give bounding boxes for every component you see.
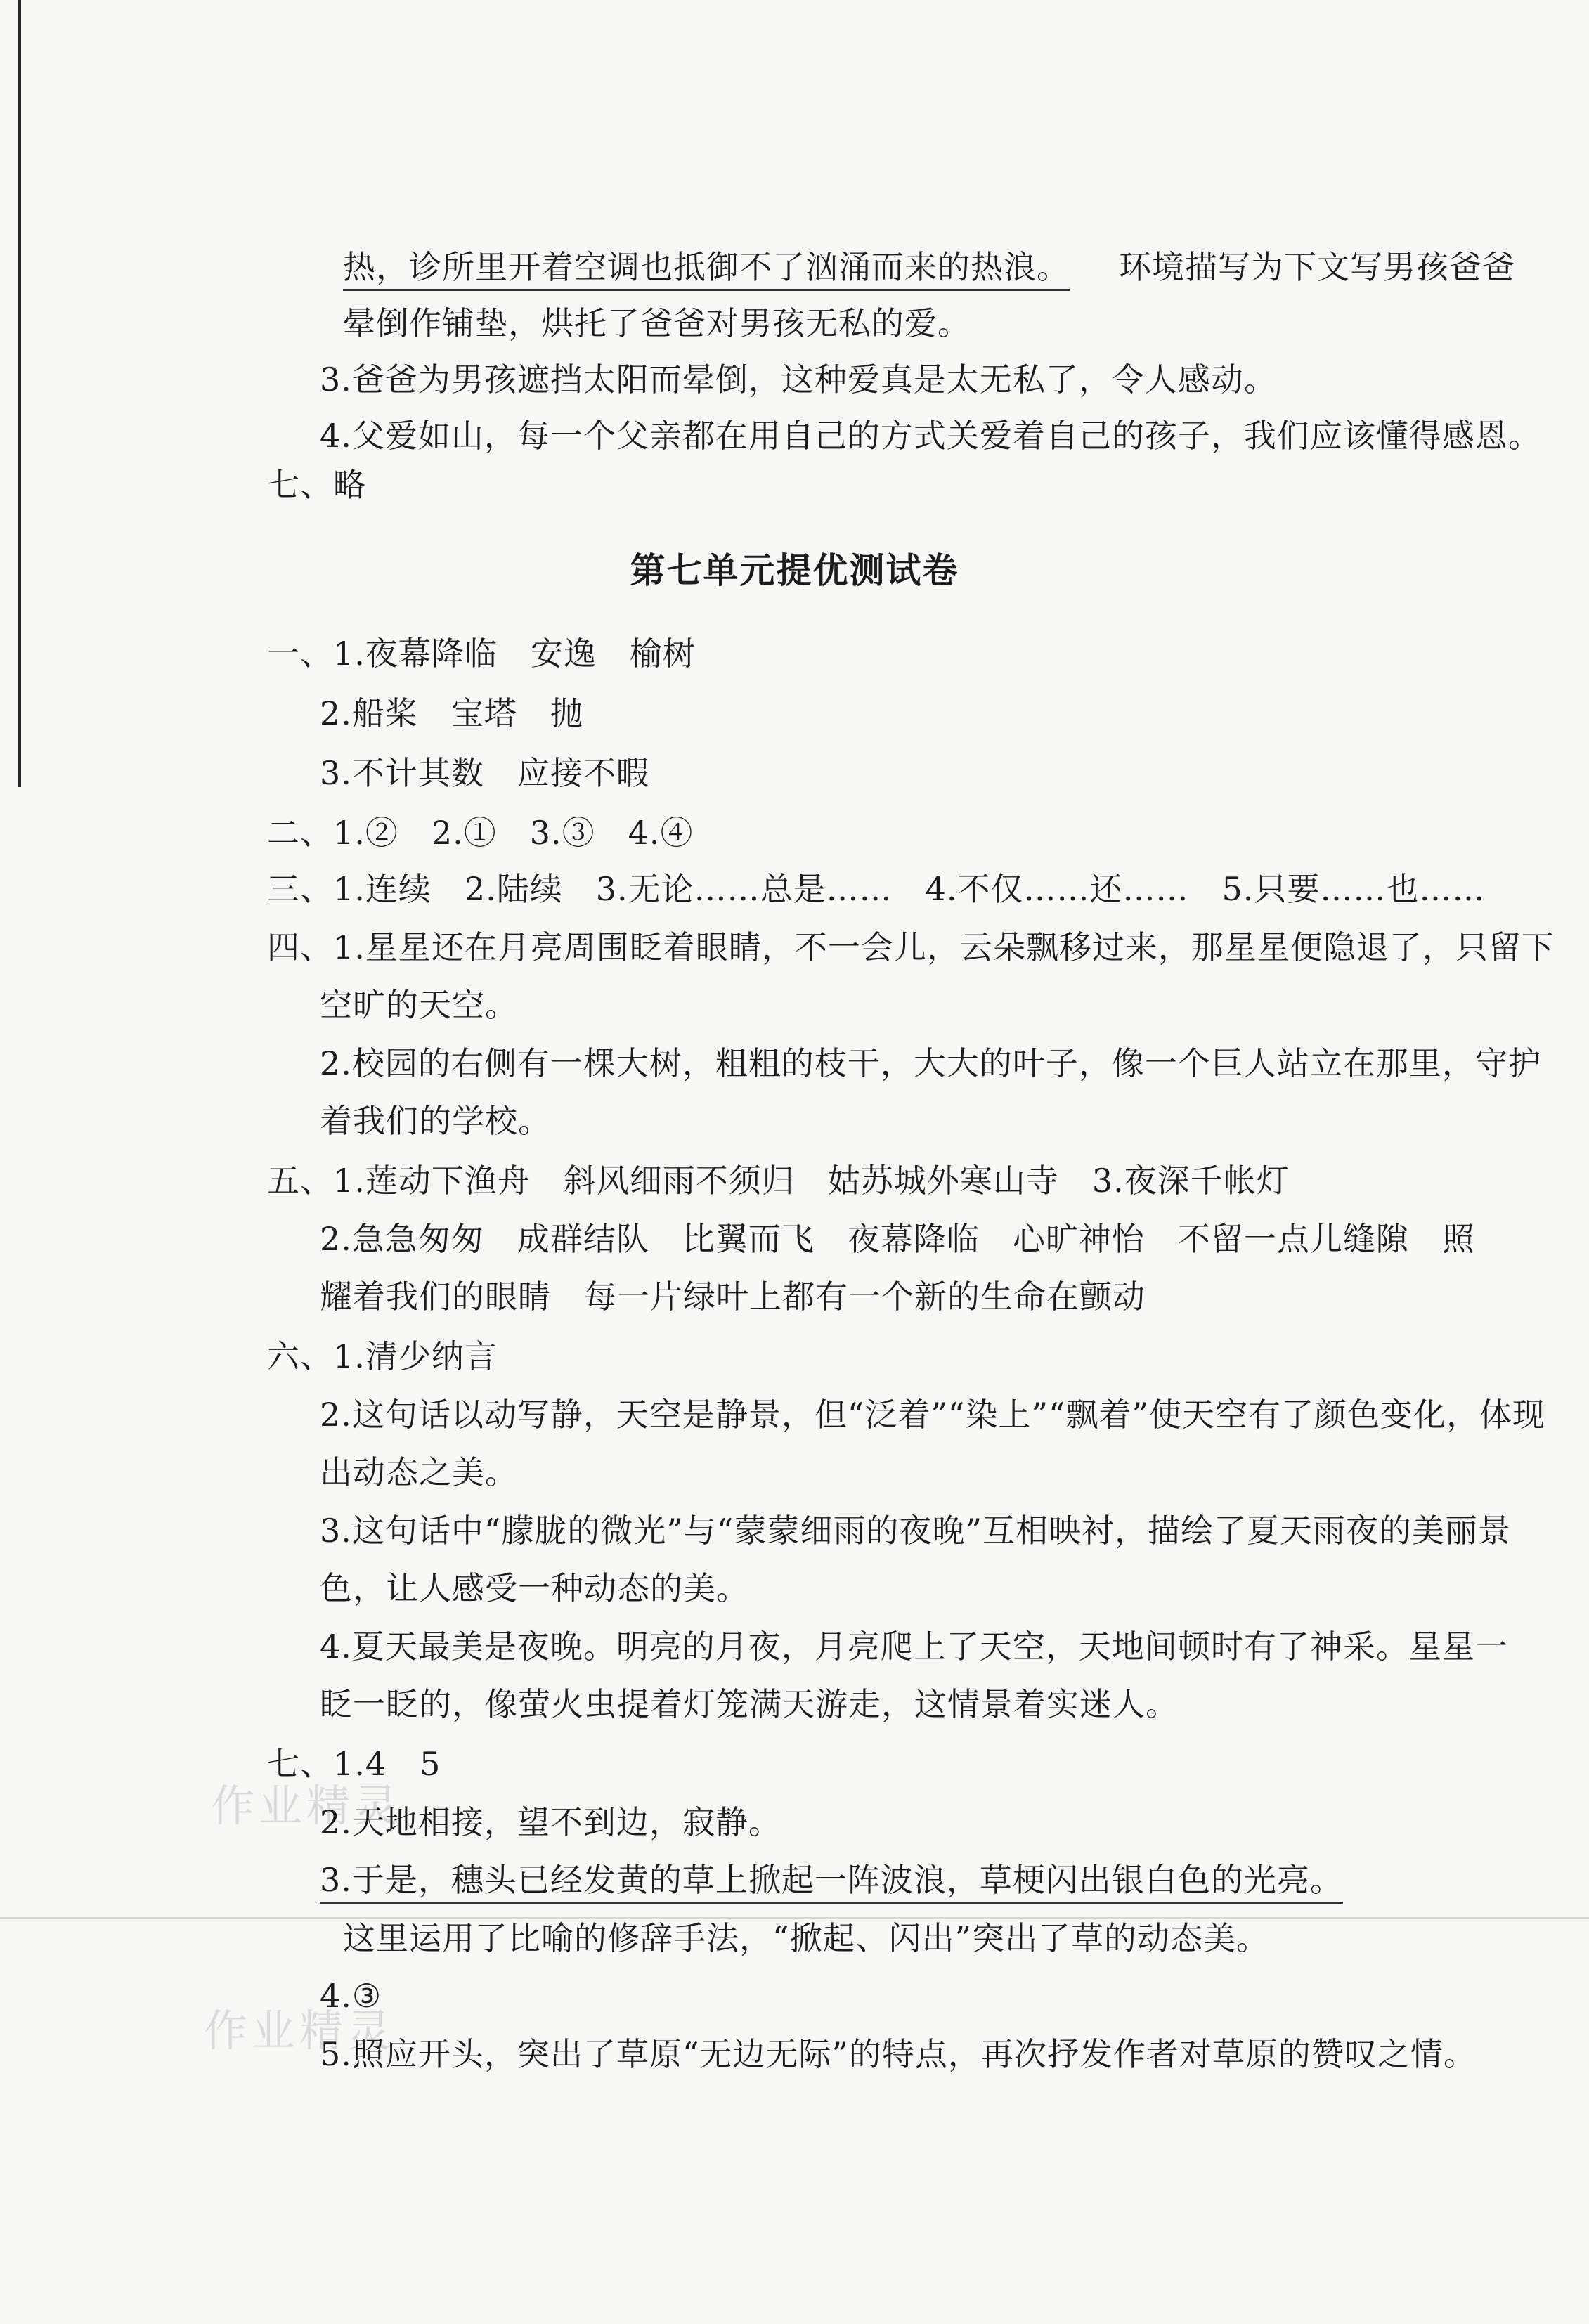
answer-line: 眨一眨的，像萤火虫提着灯笼满天游走，这情景着实迷人。 [320, 1685, 1179, 1723]
answer-line: 3.这句话中“朦胧的微光”与“蒙蒙细雨的夜晚”互相映衬，描绘了夏天雨夜的美丽景 [320, 1512, 1511, 1550]
answer-line: 2.急急匆匆 成群结队 比翼而飞 夜幕降临 心旷神怡 不留一点儿缝隙 照 [320, 1220, 1475, 1258]
answer-line [320, 1859, 1343, 1901]
answer-line: 七、1.4 5 [267, 1745, 441, 1783]
answer-line: 四、1.星星还在月亮周围眨着眼睛，不一会儿，云朵飘移过来，那星星便隐退了，只留下 [267, 928, 1555, 966]
binding-edge-line [18, 0, 21, 787]
answer-line: 六、1.清少纳言 [267, 1337, 498, 1375]
answer-line: 这里运用了比喻的修辞手法，“掀起、闪出”突出了草的动态美。 [343, 1919, 1270, 1957]
answer-line: 2.天地相接，望不到边，寂静。 [320, 1803, 781, 1841]
answer-line: 空旷的天空。 [320, 986, 518, 1024]
answer-line: 耀着我们的眼睛 每一片绿叶上都有一个新的生命在颤动 [320, 1278, 1146, 1316]
answer-line: 二、1.② 2.① 3.③ 4.④ [267, 814, 694, 852]
answer-line [343, 246, 1515, 288]
answer-text: 环境描写为下文写男孩爸爸 [1119, 248, 1515, 286]
watermark: 作业精灵 [204, 2005, 396, 2056]
underlined-text: 热，诊所里开着空调也抵御不了汹涌而来的热浪。 [343, 248, 1070, 291]
answer-line: 3.不计其数 应接不暇 [320, 754, 649, 792]
watermark: 作业精灵 [211, 1780, 403, 1831]
answer-line: 2.船桨 宝塔 抛 [320, 694, 583, 732]
section-heading: 七、略 [267, 466, 366, 504]
answer-line: 一、1.夜幕降临 安逸 榆树 [267, 635, 696, 673]
answer-line: 3.爸爸为男孩遮挡太阳而晕倒，这种爱真是太无私了，令人感动。 [320, 361, 1277, 398]
answer-line: 五、1.莲动下渔舟 斜风细雨不须归 姑苏城外寒山寺 3.夜深千帐灯 [267, 1162, 1290, 1200]
underlined-text: 3.于是，穗头已经发黄的草上掀起一阵波浪，草梗闪出银白色的光亮。 [320, 1861, 1343, 1904]
answer-line: 4.夏天最美是夜晚。明亮的月夜，月亮爬上了天空，天地间顿时有了神采。星星一 [320, 1628, 1508, 1666]
answer-line: 色，让人感受一种动态的美。 [320, 1569, 749, 1607]
answer-line: 三、1.连续 2.陆续 3.无论……总是…… 4.不仅……还…… 5.只要……也…… [267, 870, 1486, 908]
answer-line: 4.父爱如山，每一个父亲都在用自己的方式关爱着自己的孩子，我们应该懂得感恩。 [320, 417, 1541, 455]
answer-line: 2.这句话以动写静，天空是静景，但“泛着”“染上”“飘着”使天空有了颜色变化，体现 [320, 1396, 1545, 1434]
answer-line: 出动态之美。 [320, 1453, 518, 1491]
answer-line: 着我们的学校。 [320, 1102, 551, 1140]
answer-line: 2.校园的右侧有一棵大树，粗粗的枝干，大大的叶子，像一个巨人站立在那里，守护 [320, 1044, 1541, 1082]
page-title: 第七单元提优测试卷 [630, 550, 959, 591]
answer-line: 5.照应开头，突出了草原“无边无际”的特点，再次抒发作者对草原的赞叹之情。 [320, 2035, 1477, 2073]
answer-line: 晕倒作铺垫，烘托了爸爸对男孩无私的爱。 [343, 304, 971, 342]
answer-line: 4.③ [320, 1977, 382, 2015]
